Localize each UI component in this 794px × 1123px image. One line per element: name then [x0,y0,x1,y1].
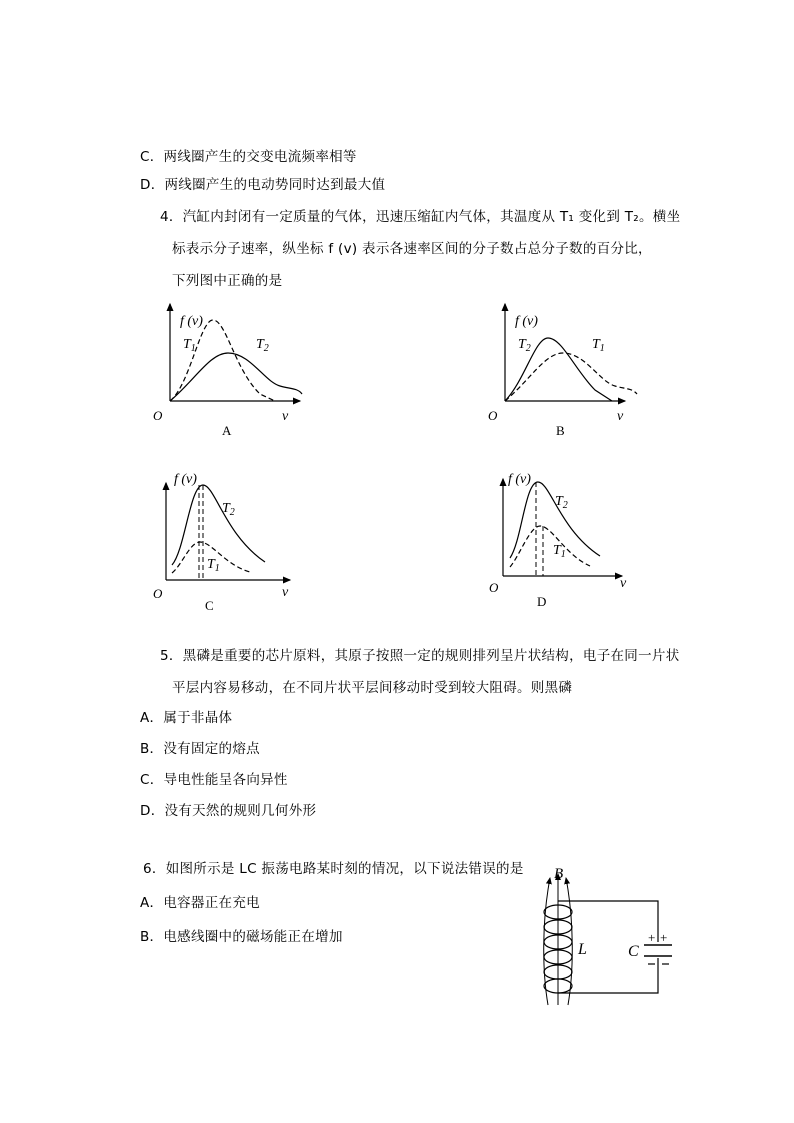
graph-a-y-label: f (v) [180,314,203,329]
q3-option-d: D．两线圈产生的电动势同时达到最大值 [140,177,386,193]
q6-stem: 6．如图所示是 LC 振荡电路某时刻的情况，以下说法错误的是 [143,861,524,877]
graph-a-t1-label: $T_1$ [183,337,196,354]
graph-a-t2-curve [170,353,302,401]
q5-stem-line-2: 平层内容易移动，在不同片状平层间移动时受到较大阻碍。则黑磷 [172,680,573,696]
field-label: B [554,866,564,882]
graph-d-origin: O [489,580,499,595]
graph-b-t2-label: $T_2$ [518,337,531,354]
graph-c [153,472,290,613]
graph-d-t2-label: $T_2$ [555,494,568,511]
graph-d-t1-curve [510,526,590,567]
q5-option-b: B．没有固定的熔点 [140,741,260,757]
q4-distribution-graphs [0,290,794,620]
graph-a-origin: O [153,408,163,423]
graph-a-x-label: v [282,409,289,424]
graph-b [488,304,637,438]
graph-b-origin: O [488,408,498,423]
graph-d-y-label: f (v) [508,472,531,487]
q4-stem-line-2: 标表示分子速率，纵坐标 f (v) 表示各速率区间的分子数占总分子数的百分比， [172,241,652,257]
q4-stem-line-1: 4．汽缸内封闭有一定质量的气体，迅速压缩缸内气体，其温度从 T₁ 变化到 T₂。横坐 [160,209,681,225]
capacitor-label: C [628,943,639,960]
q5-option-c: C．导电性能呈各向异性 [140,772,288,788]
graph-d-t1-label: $T_1$ [553,543,566,560]
graph-b-t1-curve [505,353,637,401]
q6-option-b: B．电感线圈中的磁场能正在增加 [140,929,343,945]
q5-stem-line-1: 5．黑磷是重要的芯片原料，其原子按照一定的规则排列呈片状结构，电子在同一片状 [160,648,680,664]
graph-b-y-label: f (v) [515,314,538,329]
graph-d-caption: D [537,594,547,609]
graph-c-y-label: f (v) [174,472,197,487]
q5-option-a: A．属于非晶体 [140,710,233,726]
q5-option-d: D．没有天然的规则几何外形 [140,803,317,819]
field-line-right [566,878,572,1005]
graph-a-t1-curve [170,320,275,401]
graph-c-origin: O [153,586,163,601]
inductor-label: L [578,941,587,958]
graph-a-caption: A [222,423,232,438]
graph-c-x-label: v [282,585,289,600]
graph-b-x-label: v [617,409,624,424]
q6-option-a: A．电容器正在充电 [140,895,260,911]
capacitor-plus-left: + [648,930,656,945]
lc-circuit-diagram [520,860,680,1010]
field-line-left [544,878,550,1005]
graph-c-caption: C [205,598,214,613]
graph-c-t1-label: $T_1$ [207,557,220,574]
graph-a [153,304,302,438]
graph-d-x-label: v [620,576,627,591]
graph-b-t1-label: $T_1$ [592,337,605,354]
graph-d [489,472,627,609]
graph-c-t2-label: $T_2$ [222,501,235,518]
q4-stem-line-3: 下列图中正确的是 [172,273,283,289]
graph-b-caption: B [556,423,565,438]
q3-option-c: C．两线圈产生的交变电流频率相等 [140,149,357,165]
graph-a-t2-label: $T_2$ [256,337,269,354]
capacitor-plus-right: + [660,930,668,945]
